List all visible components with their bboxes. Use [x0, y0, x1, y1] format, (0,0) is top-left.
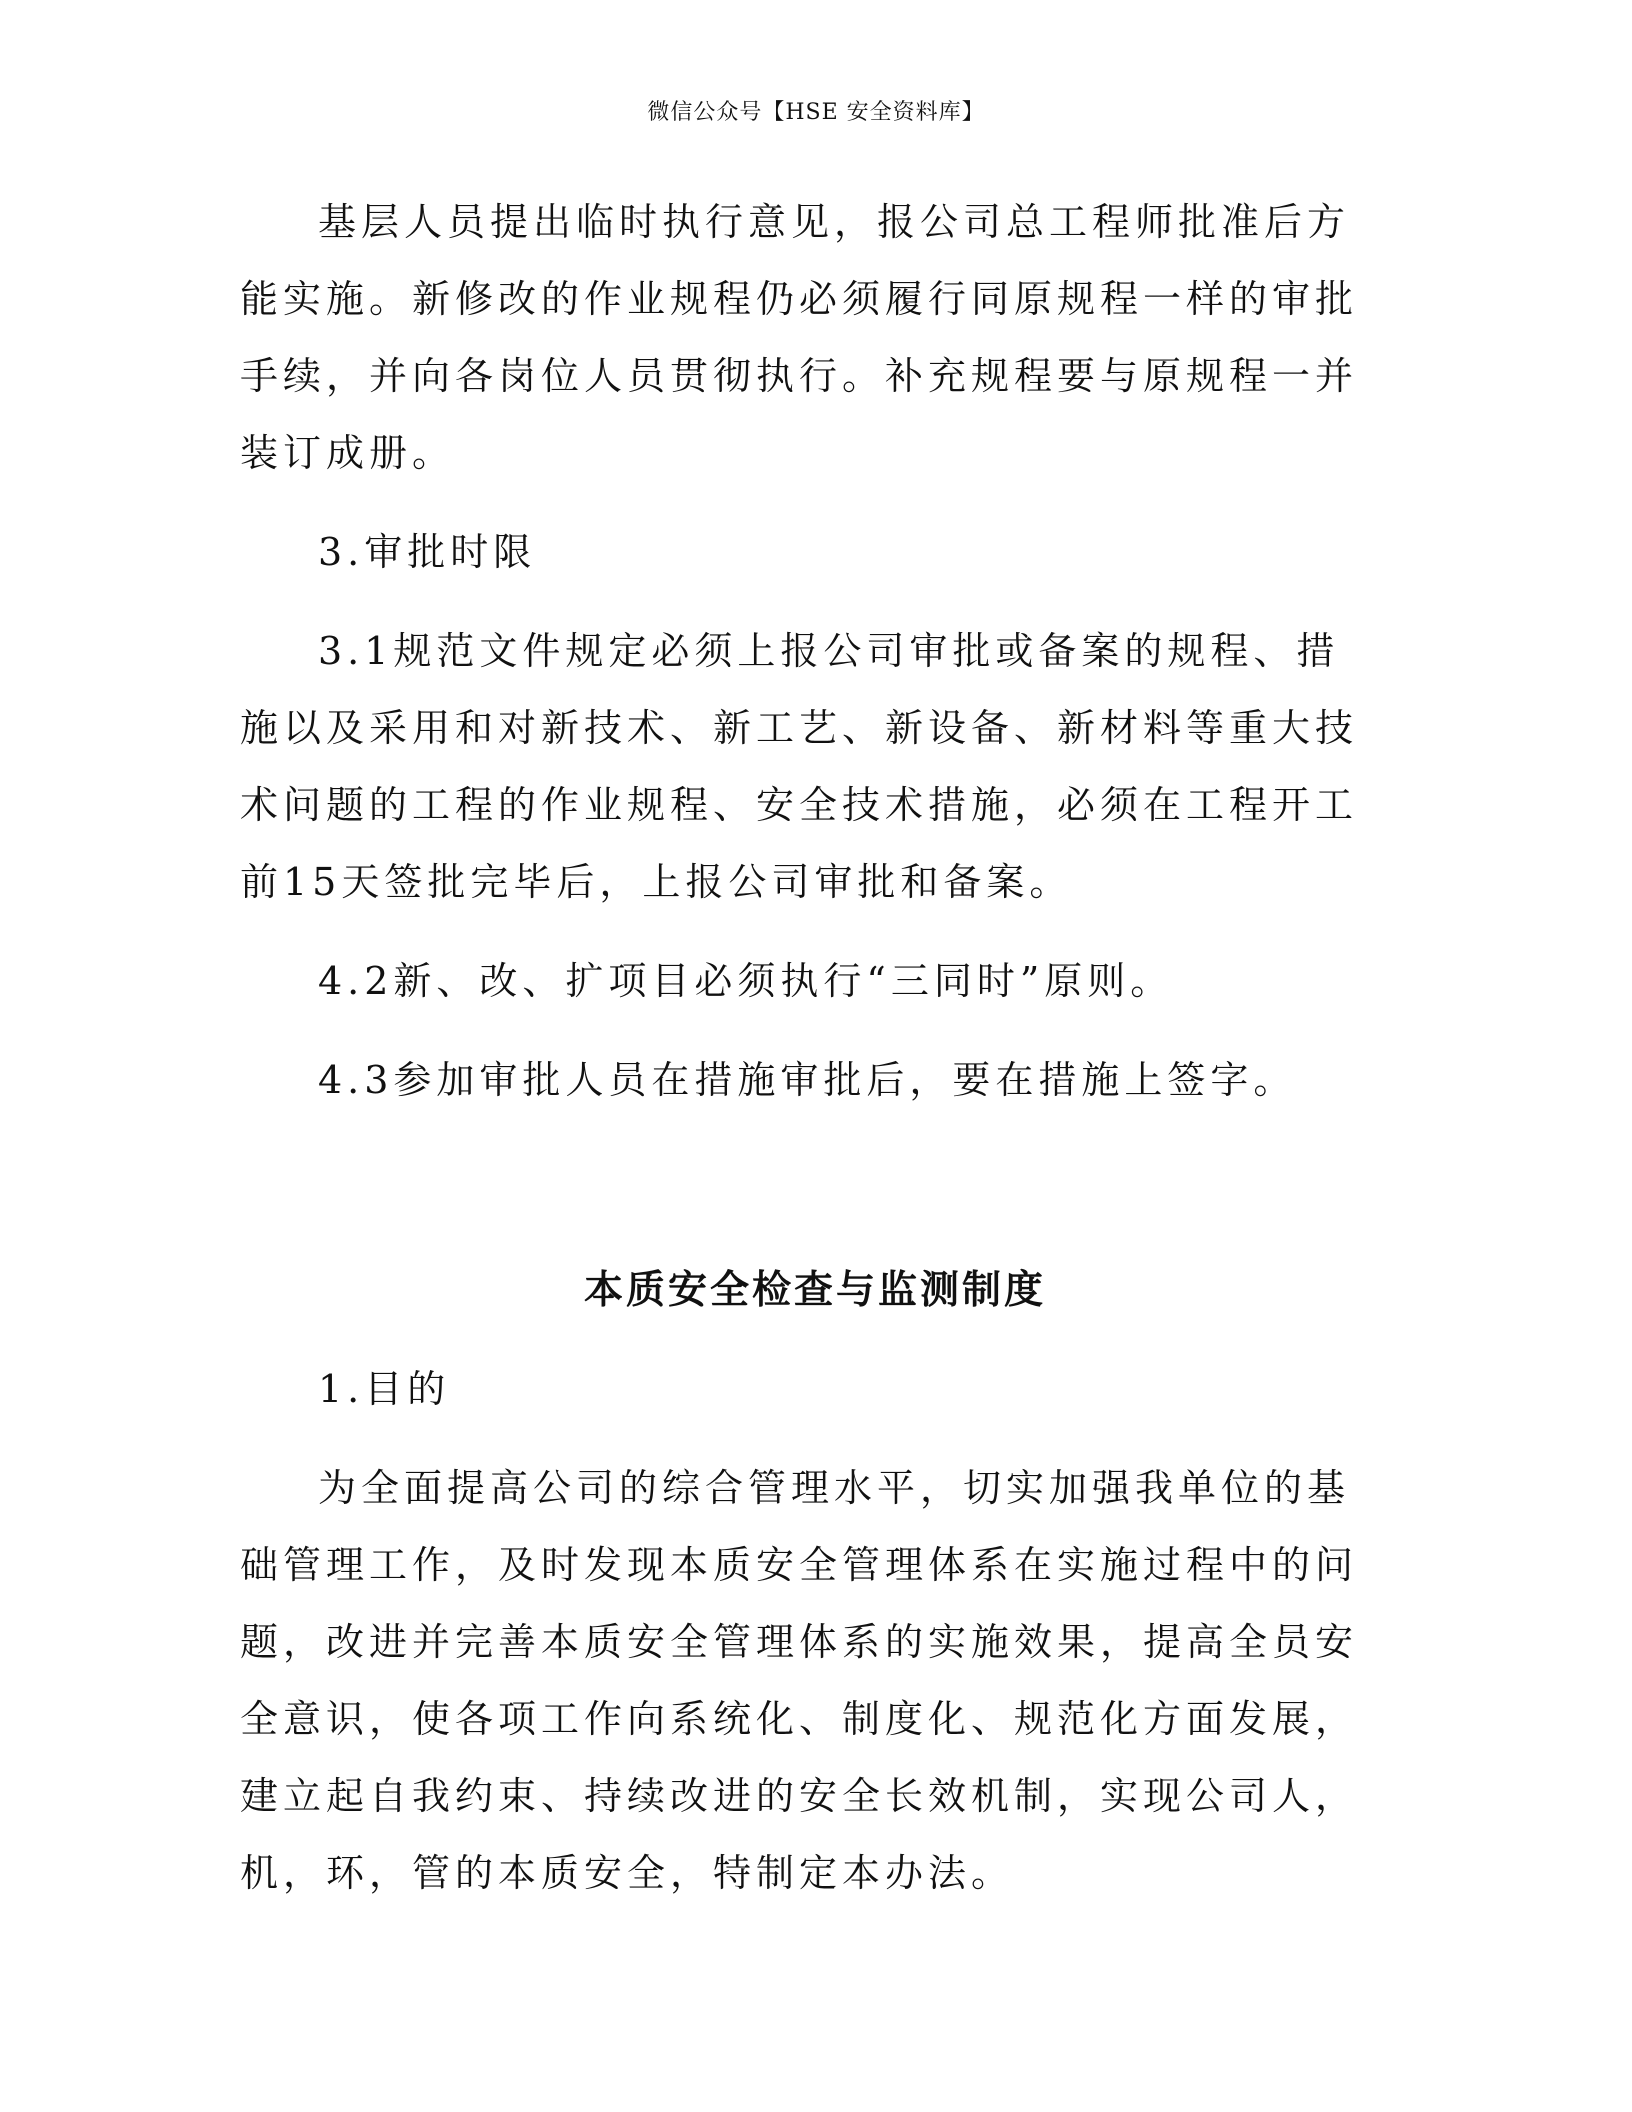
paragraph-3-1: 3.1规范文件规定必须上报公司审批或备案的规程、措施以及采用和对新技术、新工艺、新设备、新材料等重大技术问题的工程的作业规程、安全技术措施，必须在工程开工前15天签批完毕后，上报公司审批和备案。 — [240, 629, 1359, 904]
heading-purpose: 1.目的 — [318, 1367, 451, 1411]
paragraph-approval-procedure: 基层人员提出临时执行意见，报公司总工程师批准后方能实施。新修改的作业规程仍必须履行同原规程一样的审批手续，并向各岗位人员贯彻执行。补充规程要与原规程一并装订成册。 — [240, 200, 1359, 475]
page-header: 微信公众号【HSE 安全资料库】 — [647, 100, 985, 125]
section-title: 本质安全检查与监测制度 — [583, 1267, 1046, 1313]
document-body — [240, 184, 1370, 1912]
paragraph-purpose: 为全面提高公司的综合管理水平，切实加强我单位的基础管理工作，及时发现本质安全管理体系在实施过程中的问题，改进并完善本质安全管理体系的实施效果，提高全员安全意识，使各项工作向系统化、制度化、规范化方面发展，建立起自我约束、持续改进的安全长效机制，实现公司人，机，环，管的本质安全，特制定本办法。 — [240, 1466, 1359, 1895]
heading-approval-time-limit: 3.审批时限 — [318, 530, 537, 574]
paragraph-4-3: 4.3参加审批人员在措施审批后，要在措施上签字。 — [318, 1058, 1297, 1102]
paragraph-4-2: 4.2新、改、扩项目必须执行“三同时”原则。 — [318, 959, 1174, 1003]
